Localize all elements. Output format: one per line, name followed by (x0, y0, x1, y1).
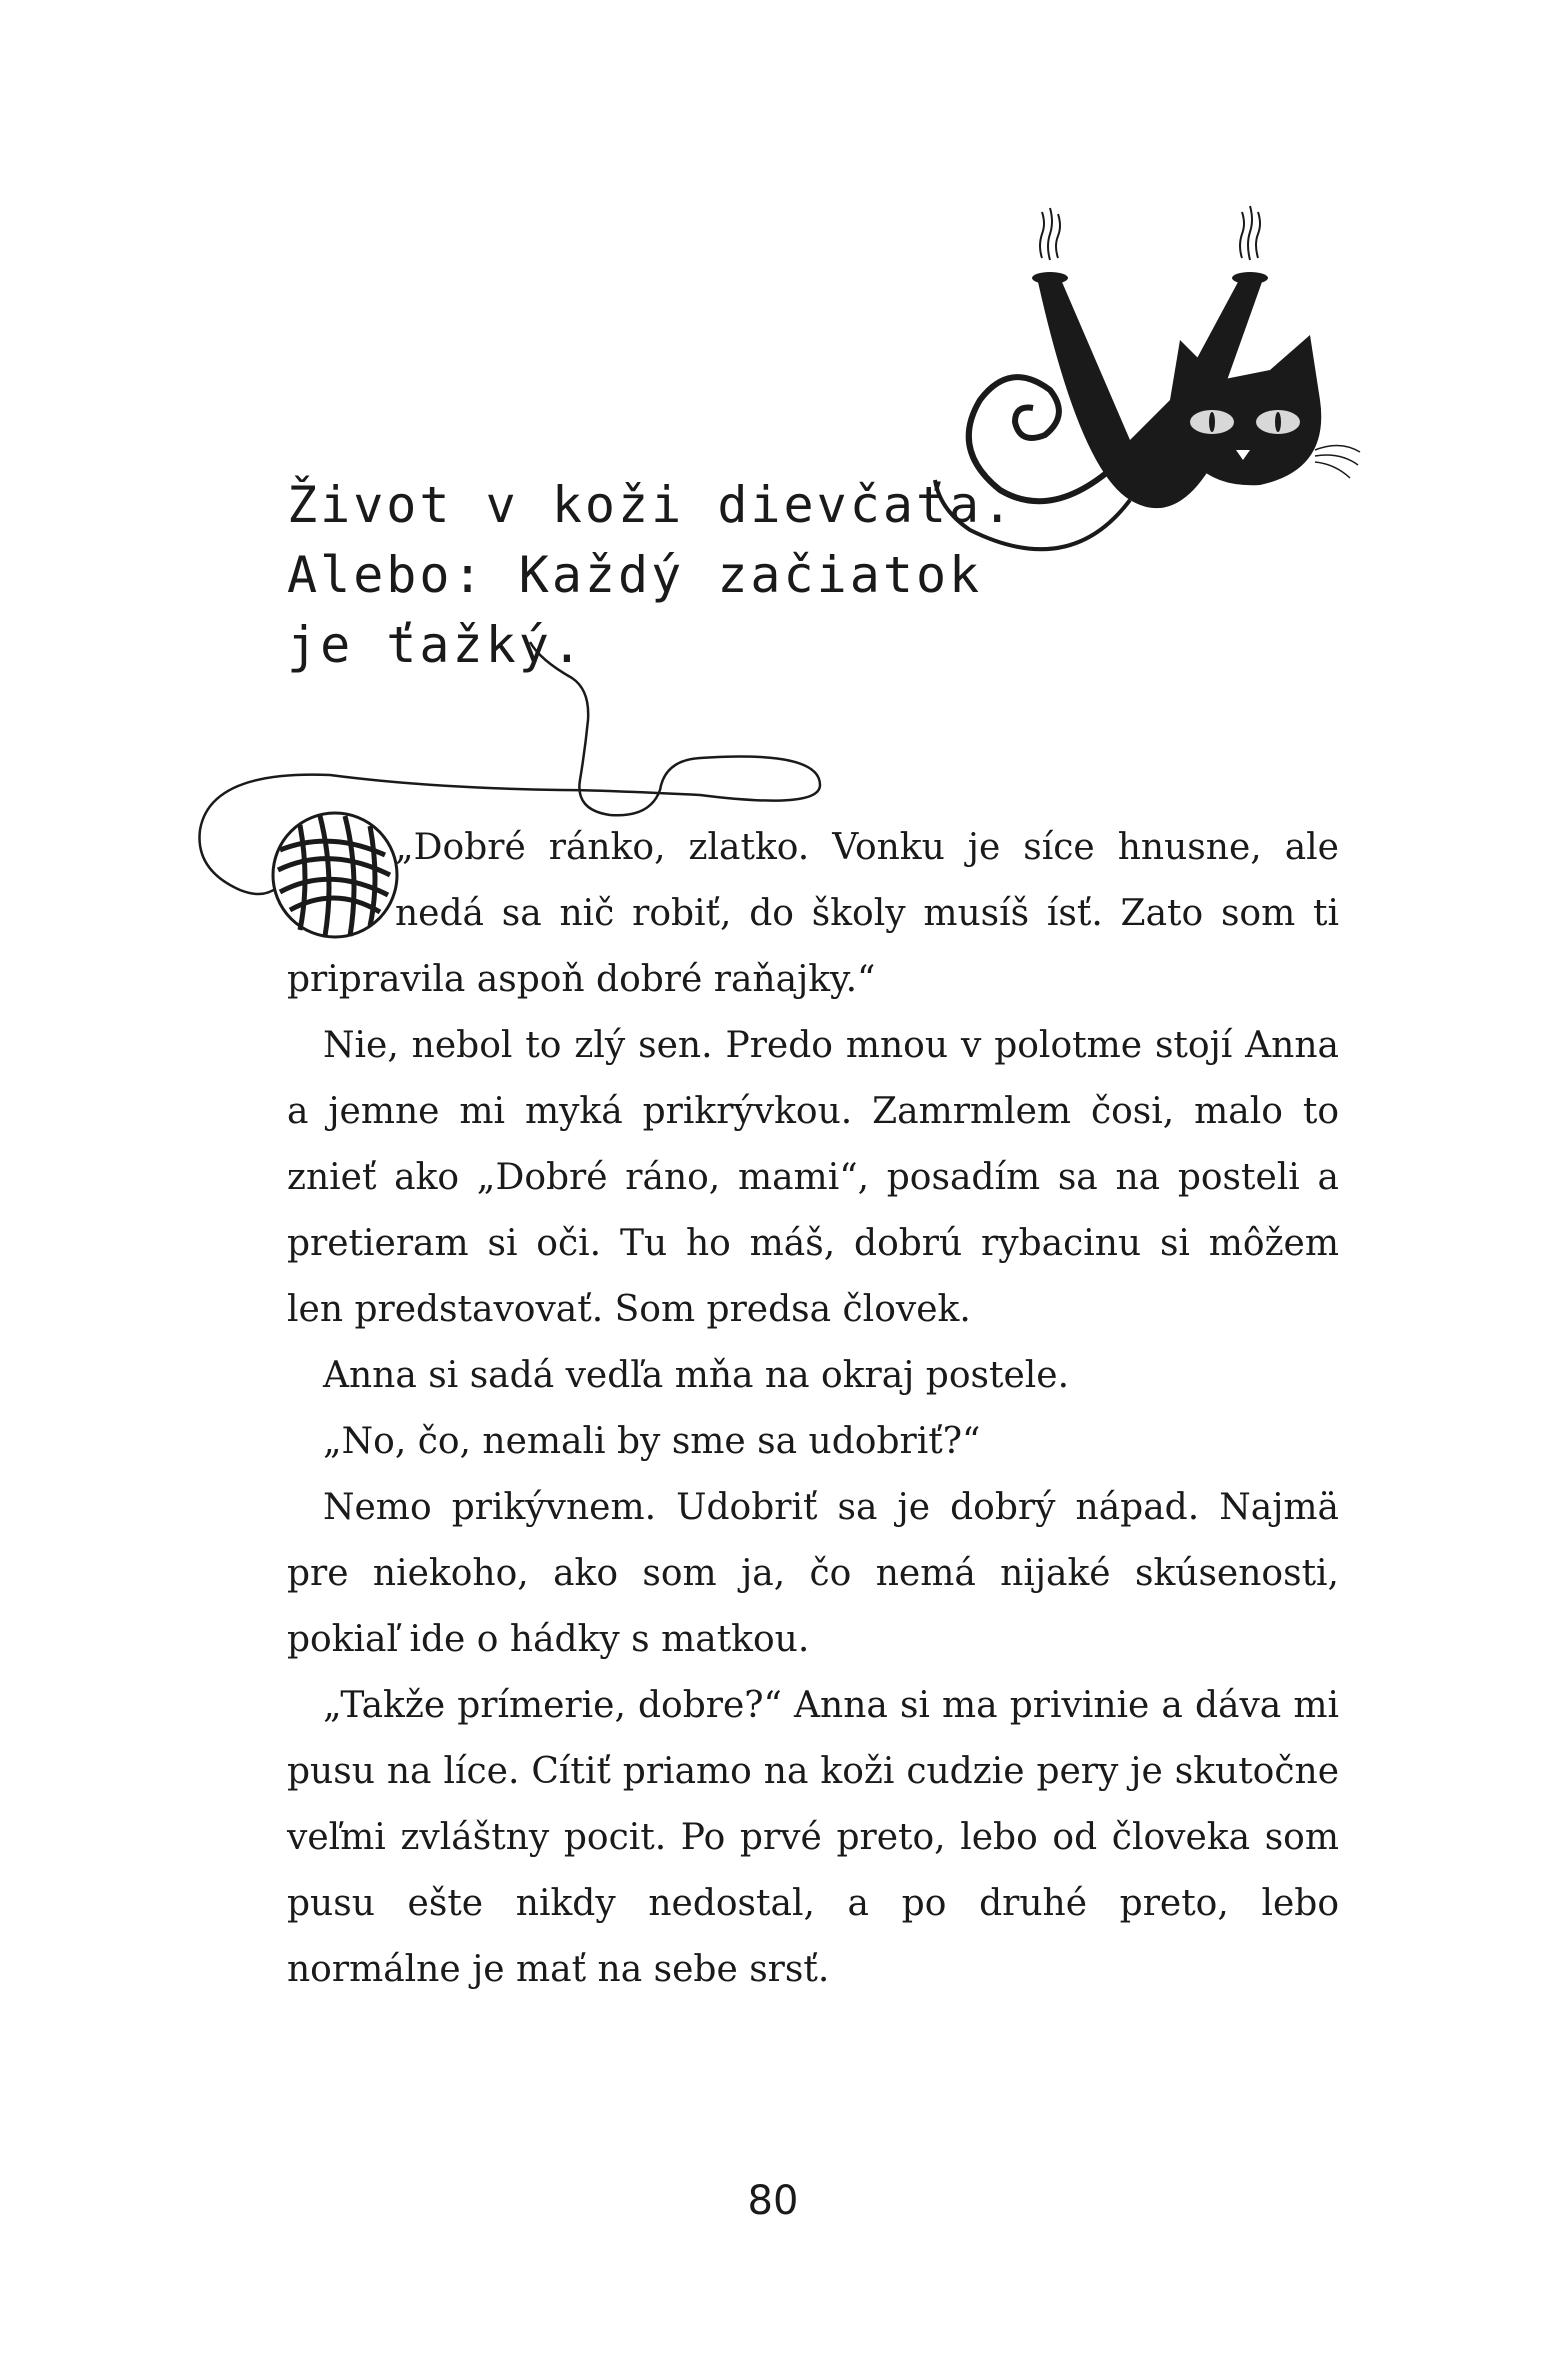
chapter-title-line: je ťažký. (287, 616, 585, 674)
paragraph (287, 815, 1339, 1013)
yarn-ball-wrap-spacer (287, 815, 395, 940)
paragraph: Anna si sadá vedľa mňa na okraj postele. (323, 1355, 1070, 1396)
page-number: 80 (747, 2178, 799, 2224)
paragraph: Nie, nebol to zlý sen. Predo mnou v polotme stojí Anna a jemne mi myká prikrývkou. Zamrmlem čosi, malo to znieť ako „Dobré ráno, mami“, posadím sa na posteli a pretieram si oči. Tu ho máš, dobrú rybacinu si môžem len predstavovať. Som predsa človek. (287, 1025, 1339, 1330)
claw-marks-left (1040, 208, 1060, 260)
paragraph-text: „Dobré ránko, zlatko. Vonku je síce hnusne, ale nedá sa nič robiť, do školy musíš ísť. Zato som ti pripravila aspoň dobré raňajky.“ (287, 827, 1339, 1000)
claw-marks-right (1240, 206, 1260, 260)
chapter-title-line: Život v koži dievčaťa. (287, 476, 1016, 534)
cat-whiskers (1315, 445, 1360, 478)
paragraph: „Takže prímerie, dobre?“ Anna si ma privinie a dáva mi pusu na líce. Cítiť priamo na koži cudzie pery je skutočne veľmi zvláštny pocit. Po prvé preto, lebo od človeka som pusu ešte nikdy nedostal, a po druhé preto, lebo normálne je mať na sebe srsť. (287, 1685, 1339, 1990)
paragraph: Nemo prikývnem. Udobriť sa je dobrý nápad. Najmä pre niekoho, ako som ja, čo nemá nijaké skúsenosti, pokiaľ ide o hádky s matkou. (287, 1487, 1339, 1660)
paragraph: „No, čo, nemali by sme sa udobriť?“ (323, 1421, 981, 1462)
chapter-title-line: Alebo: Každý začiatok (287, 546, 983, 604)
chapter-body (287, 815, 1339, 2003)
